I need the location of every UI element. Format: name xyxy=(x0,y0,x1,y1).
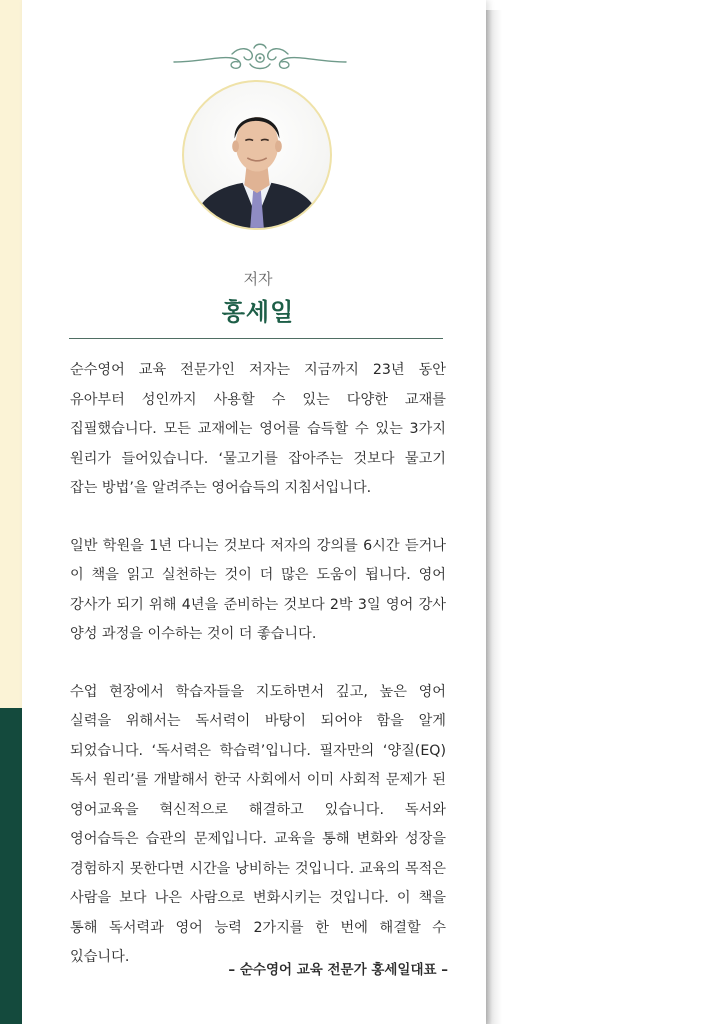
author-signature: – 순수영어 교육 전문가 홍세일대표 – xyxy=(228,962,448,978)
left-green-band xyxy=(0,708,22,1024)
author-bio xyxy=(70,356,446,1001)
bio-paragraph-2: 일반 학원을 1년 다니는 것보다 저자의 강의를 6시간 듣거나 이 책을 읽고 실천하는 것이 더 많은 도움이 됩니다. 영어 강사가 되기 위해 4년을 준비하는 것보다 2박 3일 영어 강사 양성 과정을 이수하는 것이 더 좋습니다. xyxy=(70,537,446,642)
bio-paragraph-3: 수업 현장에서 학습자들을 지도하면서 깊고, 높은 영어 실력을 위해서는 독서력이 바탕이 되어야 함을 알게 되었습니다. ‘독서력은 학습력’입니다. 필자만의 ‘양질(EQ) 독서 원리’를 개발해서 한국 사회에서 이미 사회적 문제가 된 영어교육을 혁신적으로 해결하고 있습니다. 독서와 영어습득은 습관의 문제입니다. 교육을 통해 변화와 성장을 경험하지 못한다면 시간을 낭비하는 것입니다. 교육의 목적은 사람을 보다 나은 사람으로 변화시키는 것입니다. 이 책을 통해 독서력과 영어 능력 2가지를 한 번에 해결할 수 있습니다. xyxy=(70,683,446,965)
page-edge-shadow xyxy=(484,10,502,1024)
bio-paragraph-1: 순수영어 교육 전문가인 저자는 지금까지 23년 동안 유아부터 성인까지 사용할 수 있는 다양한 교재를 집필했습니다. 모든 교재에는 영어를 습득할 수 있는 3가지 원리가 들어있습니다. ‘물고기를 잡아주는 것보다 물고기 잡는 방법’을 알려주는 영어습득의 지침서입니다. xyxy=(70,362,446,496)
author-label: 저자 xyxy=(243,270,273,288)
author-page xyxy=(22,0,486,1024)
author-name: 홍세일 xyxy=(221,298,295,326)
left-cream-band xyxy=(0,0,22,708)
title-divider xyxy=(69,338,443,339)
author-photo xyxy=(182,80,332,230)
scroll-ornament-icon xyxy=(170,40,350,76)
